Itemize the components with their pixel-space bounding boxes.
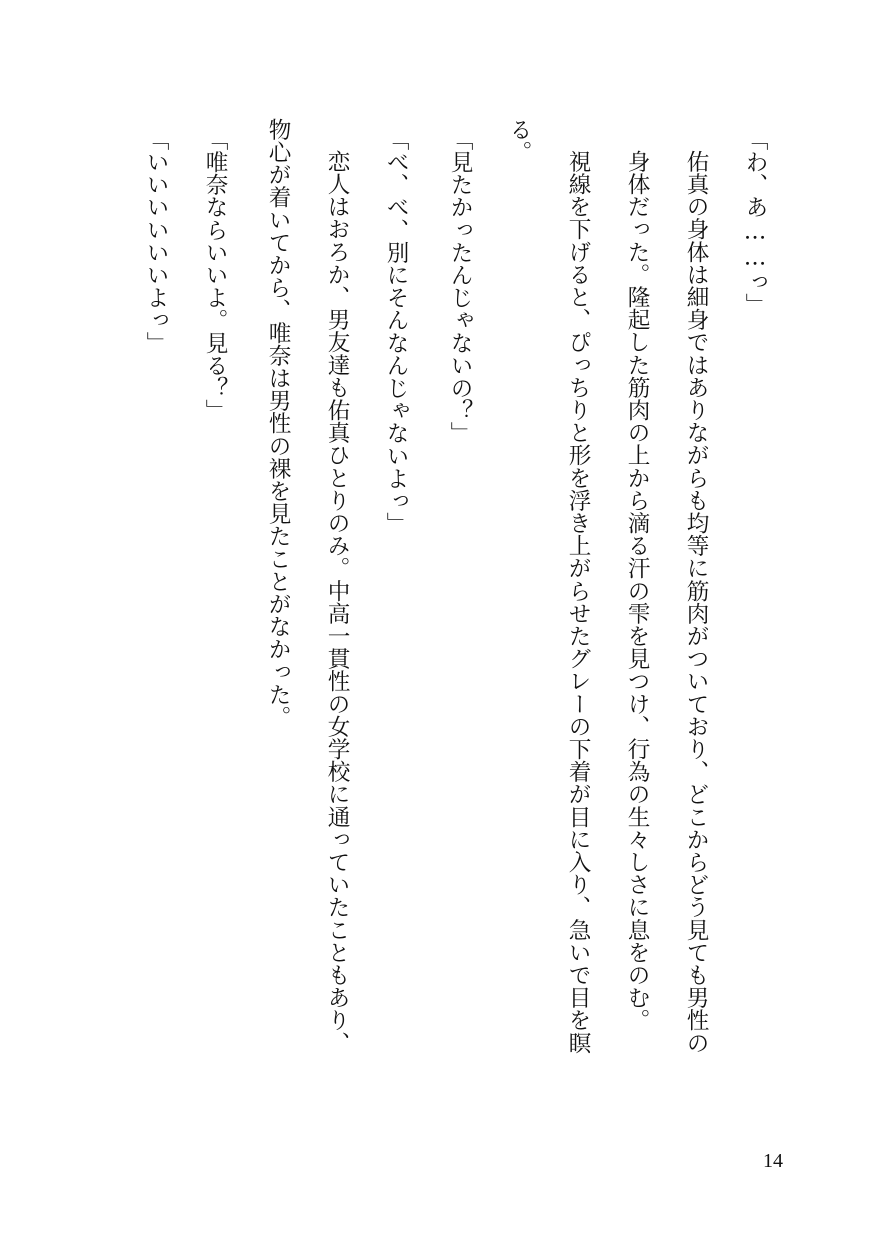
text-line-7: 「べ、べ、別にそんなんじゃないよっ」	[383, 128, 409, 535]
page-number: 14	[763, 1150, 783, 1172]
text-line-9: 物心が着いてから、唯奈は男性の裸を見たことがなかった。	[265, 118, 291, 729]
text-line-11: 「いいいいいいよっ」	[143, 128, 169, 354]
text-line-10: 「唯奈ならいいよ。見る？」	[202, 128, 228, 422]
text-line-1: 「わ、あ……っ」	[742, 128, 768, 316]
text-line-5: る。	[506, 118, 532, 164]
text-line-4: 視線を下げると、ぴっちりと形を浮き上がらせたグレーの下着が目に入り、急いで目を瞑	[565, 150, 591, 1054]
text-line-6: 「見たかったんじゃないの？」	[447, 128, 473, 445]
text-line-3: 身体だった。隆起した筋肉の上から滴る汗の雫を見つけ、行為の生々しさに息をのむ。	[624, 150, 650, 1032]
text-line-8: 恋人はおろか、男友達も佑真ひとりのみ。中高一貫性の女学校に通っていたこともあり、	[324, 150, 350, 1054]
text-line-2: 佑真の身体は細身ではありながらも均等に筋肉がついており、どこからどう見ても男性の	[683, 150, 709, 1054]
